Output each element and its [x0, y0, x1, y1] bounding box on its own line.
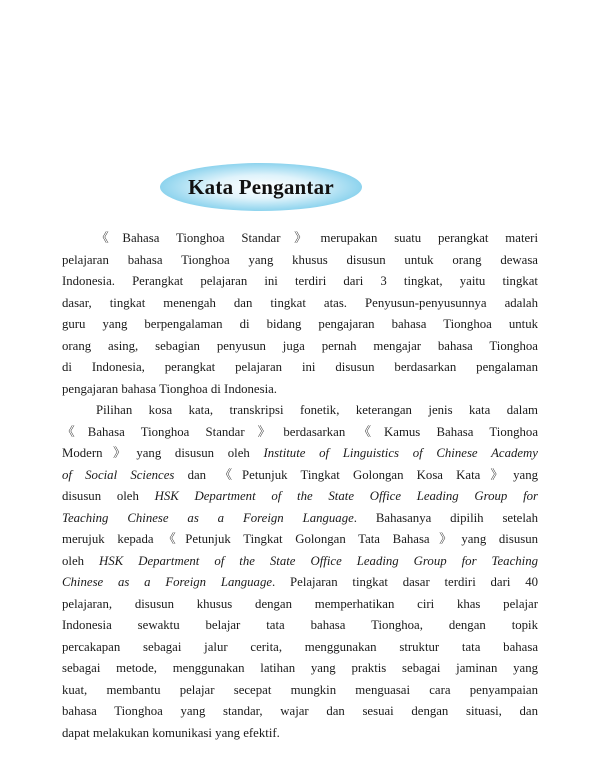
line-text: disusun oleh: [62, 489, 155, 503]
page-title: Kata Pengantar: [188, 174, 334, 199]
institution-name: HSK Department of the State Office Leading Group for Teaching: [99, 553, 539, 568]
line-text: . Pelajaran tingkat dasar terdiri dari 40: [272, 575, 538, 589]
paragraph-1-line: guru yang berpengalaman di bidang pengajaran bahasa Tionghoa untuk: [62, 317, 538, 331]
line-text: . Bahasanya dipilih setelah: [353, 510, 538, 525]
paragraph-1-line: 《Bahasa Tionghoa Standar》merupakan suatu perangkat materi: [96, 231, 538, 245]
paragraph-2-line: percakapan sebagai jalur cerita, menggunakan struktur tata bahasa: [62, 639, 538, 654]
institution-name: Chinese as a Foreign Language: [62, 575, 273, 589]
paragraph-2: [62, 400, 538, 744]
paragraph-2-line: bahasa Tionghoa yang standar, wajar dan sesuai dengan situasi, dan: [62, 704, 538, 718]
paragraph-1: [62, 228, 538, 400]
line-text: Modern》yang disusun oleh: [62, 446, 264, 460]
paragraph-2-line: [62, 508, 538, 530]
paragraph-2-line: Pilihan kosa kata, transkripsi fonetik, keterangan jenis kata dalam: [96, 403, 538, 417]
line-text: oleh: [62, 553, 100, 568]
paragraph-2-line: dapat melakukan komunikasi yang efektif.: [62, 725, 280, 740]
paragraph-2-line: [62, 465, 538, 487]
paragraph-2-line: kuat, membantu pelajar secepat mungkin menguasai cara penyampaian: [62, 682, 538, 697]
body-text: [62, 228, 538, 744]
paragraph-1-line: pengajaran bahasa Tionghoa di Indonesia.: [62, 381, 278, 396]
paragraph-1-line: orang asing, sebagian penyusun juga pernah mengajar bahasa Tionghoa: [62, 338, 538, 353]
paragraph-2-line: 《Bahasa Tionghoa Standar》berdasarkan《Kamus Bahasa Tionghoa: [62, 424, 538, 439]
paragraph-2-line: [62, 572, 538, 594]
paragraph-1-line: dasar, tingkat menengah dan tingkat atas. Penyusun-penyusunnya adalah: [62, 295, 538, 310]
institution-name: HSK Department of the State Office Leading Group for: [154, 489, 538, 503]
institution-name: of Social Sciences: [62, 467, 175, 482]
paragraph-1-line: di Indonesia, perangkat pelajaran ini disusun berdasarkan pengalaman: [62, 360, 538, 374]
institution-name: Teaching Chinese as a Foreign Language: [62, 510, 354, 525]
paragraph-2-line: pelajaran, disusun khusus dengan memperhatikan ciri khas pelajar: [62, 596, 538, 611]
line-text: dan 《Petunjuk Tingkat Golongan Kosa Kata》yang: [174, 467, 538, 482]
paragraph-2-line: merujuk kepada《Petunjuk Tingkat Golongan Tata Bahasa》yang disusun: [62, 532, 538, 546]
paragraph-2-line: [62, 443, 538, 465]
title-banner: [160, 163, 362, 211]
institution-name: Institute of Linguistics of Chinese Academy: [263, 446, 538, 460]
paragraph-2-line: Indonesia sewaktu belajar tata bahasa Tionghoa, dengan topik: [62, 618, 538, 632]
paragraph-2-line: [62, 551, 538, 573]
paragraph-1-line: Indonesia. Perangkat pelajaran ini terdiri dari 3 tingkat, yaitu tingkat: [62, 274, 538, 288]
paragraph-2-line: sebagai metode, menggunakan latihan yang praktis sebagai jaminan yang: [62, 661, 538, 675]
paragraph-1-line: pelajaran bahasa Tionghoa yang khusus disusun untuk orang dewasa: [62, 252, 538, 267]
paragraph-2-line: [62, 486, 538, 508]
